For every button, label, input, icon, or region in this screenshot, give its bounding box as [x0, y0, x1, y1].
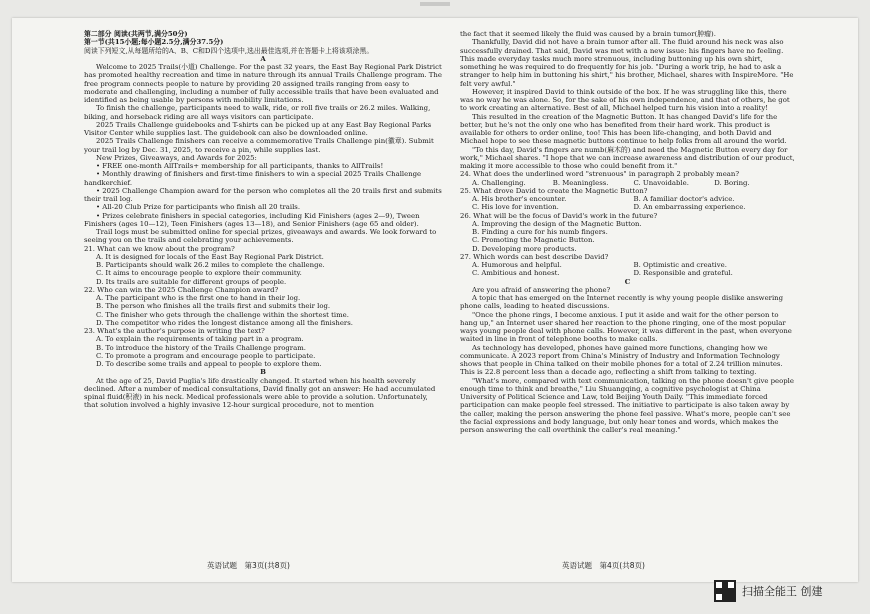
- passage-b-paragraph: Thankfully, David did not have a brain tumor after all. The fluid around his neck was also successfully drained. That said, David was met with a new issue: his fingers have no feeling. This made everyday tasks much more strenuous, including buttoning up his own shirt, something he was required to do frequently for his job. "During a work trip, he had to ask a stranger to help him in buttoning his shirt," his brother, Michael, shares with InspireMore. "He felt very awful.": [460, 38, 794, 88]
- options-row: [460, 179, 795, 187]
- scanner-watermark: [714, 580, 823, 602]
- scanner-watermark-text: 扫描全能王 创建: [742, 585, 823, 598]
- option: C. The finisher who gets through the challenge within the shortest time.: [96, 310, 349, 319]
- qr-code-icon: [714, 580, 736, 602]
- passage-c-paragraph: A topic that has emerged on the Internet recently is why young people dislike answering phone calls, leading to heated discussions.: [460, 294, 783, 311]
- passage-c-paragraph: "Once the phone rings, I become anxious. I put it aside and wait for the other person to hang up," an Internet user shared her reaction to the phone ringing, one of the most popular ways young people deal with phone calls. However, it was different in the past, when everyone waited in line in front of telephone booths to make calls.: [460, 310, 792, 344]
- right-column: [460, 30, 795, 434]
- option: B. The person who finishes all the trails first and submits their log.: [96, 302, 331, 311]
- option: B. Meaningless.: [552, 178, 609, 187]
- passage-label-a: A: [260, 54, 266, 63]
- passage-label-b: B: [260, 368, 266, 377]
- option: A. His brother's encounter.: [472, 195, 567, 203]
- option: C. It aims to encourage people to explore their community.: [96, 269, 302, 278]
- option: A. It is designed for locals of the East Bay Regional Park District.: [96, 252, 324, 261]
- option: A. Improving the design of the Magnetic Button.: [472, 219, 642, 228]
- passage-b-paragraph: "To this day, David's fingers are numb(麻木的) and need the Magnetic Button every day for work," Michael shares. "I hope that we can increase awareness and distribution of our product, making it more accessible to those who could benefit from it.": [460, 145, 795, 170]
- section-title: 第二部分 阅读(共两节,满分50分): [84, 30, 188, 38]
- option: D. The competitor who rides the longest distance among all the finishers.: [96, 318, 353, 327]
- option: C. Unavoidable.: [633, 178, 689, 187]
- passage-c-paragraph: As technology has developed, phones have gained more functions, changing how we communicate. A 2023 report from China's Ministry of Industry and Information Technology shows that people in China talked on their mobile phones for a total of 2.24 trillion minutes. This is 22.8 percent less than a decade ago, reflecting a shift from talking to texting.: [460, 343, 783, 377]
- option: B. To introduce the history of the Trails Challenge program.: [96, 343, 306, 352]
- section-subtitle: 第一节(共15小题;每小题2.5分,满分37.5分): [84, 38, 224, 47]
- question-23: 23. What's the author's purpose in writing the text?: [84, 327, 265, 335]
- exam-sheet: [12, 18, 858, 582]
- option: B. Optimistic and creative.: [633, 261, 727, 269]
- passage-a-paragraph: 2025 Trails Challenge finishers can receive a commemorative Trails Challenge pin(徽章). Submit your trail log by Dec. 31, 2025, to receive a pin, while supplies last.: [84, 137, 434, 154]
- option: A. To explain the requirements of taking part in a program.: [96, 335, 304, 344]
- option: D. An embarrassing experience.: [633, 203, 746, 212]
- question-25: 25. What drove David to create the Magnetic Button?: [460, 186, 648, 195]
- option: A. Challenging.: [472, 178, 526, 187]
- page-footer-right: 英语试题 第4页(共8页): [562, 561, 645, 570]
- left-column: [84, 30, 442, 410]
- option: B. A familiar doctor's advice.: [633, 195, 735, 203]
- option: D. Its trails are suitable for different groups of people.: [96, 277, 287, 286]
- options-row: [460, 269, 795, 277]
- passage-a-paragraph: Welcome to 2025 Trails(小道) Challenge. For the past 32 years, the East Bay Regional Park District has promoted healthy recreation and time in nature through its annual Trails Challenge program. The free program connects people to nature by providing 20 assigned trails ranging from easy to moderate and challenging, including a number of fully accessible trails that have been evaluated and identified as being usable by persons with mobility limitations.: [84, 63, 442, 104]
- option: A. Humorous and helpful.: [472, 261, 562, 269]
- question-24: 24. What does the underlined word "strenuous" in paragraph 2 probably mean?: [460, 170, 740, 179]
- option: D. Responsible and grateful.: [633, 269, 733, 278]
- option: D. Boring.: [714, 178, 750, 187]
- options-row: [460, 195, 795, 203]
- page-footer-left: 英语试题 第3页(共8页): [207, 561, 290, 570]
- passage-b-paragraph: This resulted in the creation of the Magnetic Button. It has changed David's life for the better, but he's not the only one who has benefited from their hard work. This product is available for others to order online, too! This has been life-changing, and both David and Michael hope to see these magnetic buttons continue to help folks from all around the world.: [460, 112, 787, 146]
- option: D. Developing more products.: [472, 244, 577, 253]
- passage-a-bullet: • Prizes celebrate finishers in special categories, including Kid Finishers (ages 2—9), Tween Finishers (ages 10—12), Teen Finishers (ages 13—18), and Senior Finishers (age 65 and older).: [84, 211, 420, 228]
- passage-a-bullet: • All-20 Club Prize for participants who finish all 20 trails.: [96, 203, 301, 212]
- passage-a-bullet: • Monthly drawing of finishers and first-time finishers to win a special 2025 Trails Challenge handkerchief.: [84, 170, 422, 187]
- passage-c-paragraph: "What's more, compared with text communication, talking on the phone doesn't give people enough time to think and breathe," Liu Shuangqing, a cognitive psychologist at China University of Political Science and Law, told Beijing Youth Daily. "This immediate forced participation can make people feel stressed. The initiative to participate is also taken away by the caller, making the person answering the phone feel passive. What's more, people can't see the facial expressions and body language, but only hear tones and words, which makes the person answering the call overthink the caller's real meaning.": [460, 376, 794, 434]
- top-edge-mark: [420, 2, 450, 6]
- passage-a-paragraph: 2025 Trails Challenge guidebooks and T-shirts can be picked up at any East Bay Regional Parks Visitor Center while supplies last. The guidebook can also be downloaded online.: [84, 120, 432, 137]
- question-21: 21. What can we know about the program?: [84, 244, 235, 253]
- option: C. Promoting the Magnetic Button.: [472, 236, 595, 245]
- instruction: 阅读下列短文,从每题所给的A、B、C和D四个选项中,选出最佳选项,并在答题卡上将该项涂黑。: [84, 46, 374, 55]
- passage-label-c: C: [624, 277, 631, 286]
- question-27: 27. Which words can best describe David?: [460, 252, 609, 261]
- option: D. To describe some trails and appeal to people to explore them.: [96, 360, 322, 368]
- passage-a-paragraph: To finish the challenge, participants need to walk, ride, or roll five trails or 26.2 miles. Walking, biking, and horseback riding are all ways visitors can participate.: [84, 104, 431, 121]
- passage-b-paragraph: the fact that it seemed likely the fluid was caused by a brain tumor(肿瘤).: [460, 30, 716, 38]
- passage-a-bullet: • 2025 Challenge Champion award for the person who completes all the 20 trails first and submits their trail log.: [84, 186, 442, 203]
- question-22: 22. Who can win the 2025 Challenge Champion award?: [84, 285, 279, 294]
- option: C. Ambitious and honest.: [472, 269, 560, 278]
- options-row: [460, 203, 795, 211]
- option: B. Participants should walk 26.2 miles to complete the challenge.: [96, 261, 325, 269]
- passage-a-paragraph: Trail logs must be submitted online for special prizes, giveaways and awards. We look forward to seeing you on the trails and celebrating your achievements.: [84, 228, 437, 245]
- options-row: [460, 261, 795, 269]
- question-26: 26. What will be the focus of David's work in the future?: [460, 211, 658, 220]
- passage-a-paragraph: New Prizes, Giveaways, and Awards for 2025:: [96, 153, 257, 162]
- option: C. His love for invention.: [472, 203, 559, 212]
- option: A. The participant who is the first one to hand in their log.: [96, 294, 301, 302]
- passage-a-bullet: • FREE one-month AllTrails+ membership for all participants, thanks to AllTrails!: [96, 162, 384, 170]
- passage-c-paragraph: Are you afraid of answering the phone?: [472, 285, 611, 294]
- option: B. Finding a cure for his numb fingers.: [472, 228, 608, 236]
- option: C. To promote a program and encourage people to participate.: [96, 351, 316, 360]
- passage-b-paragraph: However, it inspired David to think outside of the box. If he was struggling like this, there was no way he was alone. So, for the sake of his own independence, and that of others, he got to work creating an alternative. Best of all, Michael helped turn his vision into a reality!: [460, 87, 790, 113]
- passage-b-paragraph: At the age of 25, David Puglia's life drastically changed. It started when his health severely declined. After a number of medical consultations, David finally got an answer: He had accumulated spinal fluid(积液) in his neck. Medical professionals were able to provide a solution. Unfortunately, that solution involved a highly invasive 12-hour surgical procedure, not to mention: [84, 376, 436, 410]
